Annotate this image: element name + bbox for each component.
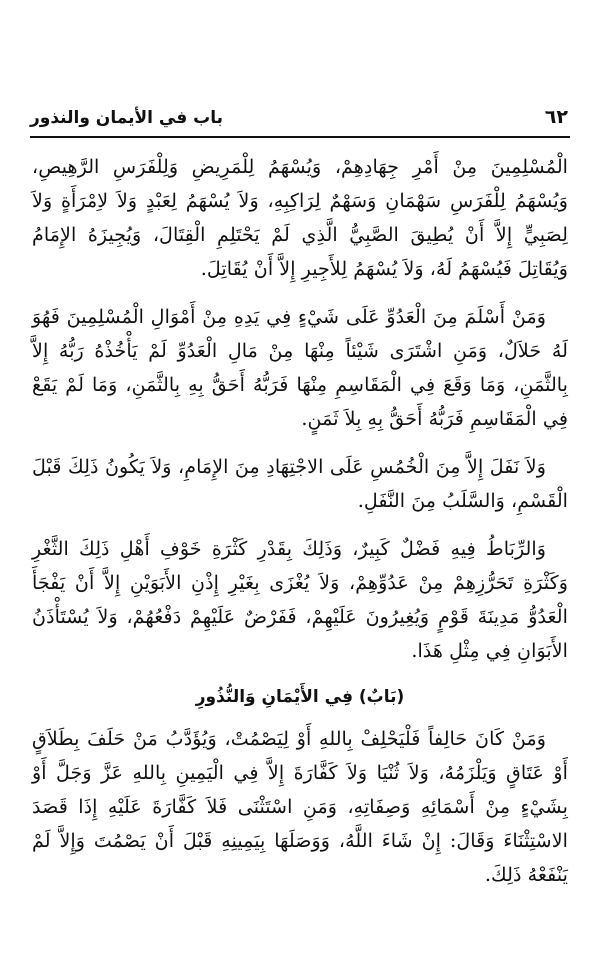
running-title: باب في الأيمان والنذور — [30, 108, 223, 128]
paragraph-5: وَمَنْ كَانَ حَالِفاً فَلْيَحْلِفْ بِاللهِ أَوْ لِيَصْمُتْ، وَيُؤَدَّبُ مَنْ حَلَفَ بِطَلاَقٍ أَوْ عَتَاقٍ وَيَلْزَمُهُ، وَلاَ ثُنْيَا وَلاَ كَفَّارَةَ إِلاَّ فِي الْيَمِينِ بِاللهِ عَزَّ وَجَلَّ أَوْ بِشَيْءٍ مِنْ أَسْمَائِهِ وَصِفَاتِهِ، وَمَنِ اسْتَثْنَى فَلاَ كَفَّارَةَ عَلَيْهِ إِذَا قَصَدَ الاسْتِثْنَاءَ وَقَالَ: إِنْ شَاءَ اللَّهُ، وَوَصَلَهَا بِيَمِينِهِ قَبْلَ أَنْ يَصْمُتَ وَإِلاَّ لَمْ يَنْفَعْهُ ذَلِكَ. — [32, 727, 568, 886]
paragraph-3: وَلاَ نَفَلَ إِلاَّ مِنَ الْخُمُسِ عَلَى الاجْتِهَادِ مِنَ الإِمَامِ، وَلاَ يَكُونُ ذَلِكَ قَبْلَ الْقَسْمِ، وَالسَّلَبُ مِنَ النَّفَلِ. — [32, 455, 568, 512]
paragraph-1: الْمُسْلِمِينَ مِنْ أَمْرِ جِهَادِهِمْ، وَيُسْهَمُ لِلْمَرِيضِ وَلِلْفَرَسِ الرَّهِيصِ، وَيُسْهَمُ لِلْفَرَسِ سَهْمَانِ وَسَهْمٌ لِرَاكِبِهِ، وَلاَ يُسْهَمُ لِعَبْدٍ وَلاَ لاِمْرَأَةٍ وَلاَ لِصَبِيٍّ إِلاَّ أَنْ يُطِيقَ الصَّبِيُّ الَّذِي لَمْ يَحْتَلِمِ الْقِتَالَ، وَيُجِيزَهُ الإِمَامُ وَيُقَاتِلَ فَيُسْهَمُ لَهُ، وَلاَ يُسْهَمُ لِلأَجِيرِ إِلاَّ أَنْ يُقَاتِلَ. — [32, 155, 568, 280]
page-number: ٦٢ — [544, 106, 568, 128]
paragraph-4: وَالرِّبَاطُ فِيهِ فَضْلٌ كَبِيرٌ، وَذَلِكَ بِقَدْرِ كَثْرَةِ خَوْفِ أَهْلِ ذَلِكَ الثَّغْرِ وَكَثْرَةِ تَحَرُّزِهِمْ مِنْ عَدُوِّهِمْ، وَلاَ يُغْزَى بِغَيْرِ إِذْنِ الأَبَوَيْنِ إِلاَّ أَنْ يَفْجَأَ الْعَدُوُّ مَدِينَةَ قَوْمٍ وَيُغِيرُونَ عَلَيْهِمْ، فَفَرْضٌ عَلَيْهِمْ دَفْعُهُمْ، وَلاَ يُسْتَأْذَنُ الأَبَوَانِ فِي مِثْلِ هَذَا. — [32, 537, 568, 662]
header-rule — [30, 136, 570, 138]
page-header — [30, 104, 568, 134]
body-text — [32, 150, 568, 906]
paragraph-2: وَمَنْ أَسْلَمَ مِنَ الْعَدُوِّ عَلَى شَيْءٍ فِي يَدِهِ مِنْ أَمْوَالِ الْمُسْلِمِينَ فَهُوَ لَهُ حَلاَلٌ، وَمَنِ اشْتَرَى شَيْئاً مِنْهَا مِنْ مَالِ الْعَدُوِّ لَمْ يَأْخُذْهُ رَبُّهُ إِلاَّ بِالثَّمَنِ، وَمَا وَقَعَ فِي الْمَقَاسِمِ مِنْهَا فَرَبُّهُ أَحَقُّ بِهِ بِالثَّمَنِ، وَمَا لَمْ يَقَعْ فِي الْمَقَاسِمِ فَرَبُّهُ أَحَقُّ بِهِ بِلاَ ثَمَنٍ. — [32, 305, 568, 430]
section-heading: (بَابٌ) فِي الأَيْمَانِ وَالنُّذُورِ — [195, 687, 405, 707]
